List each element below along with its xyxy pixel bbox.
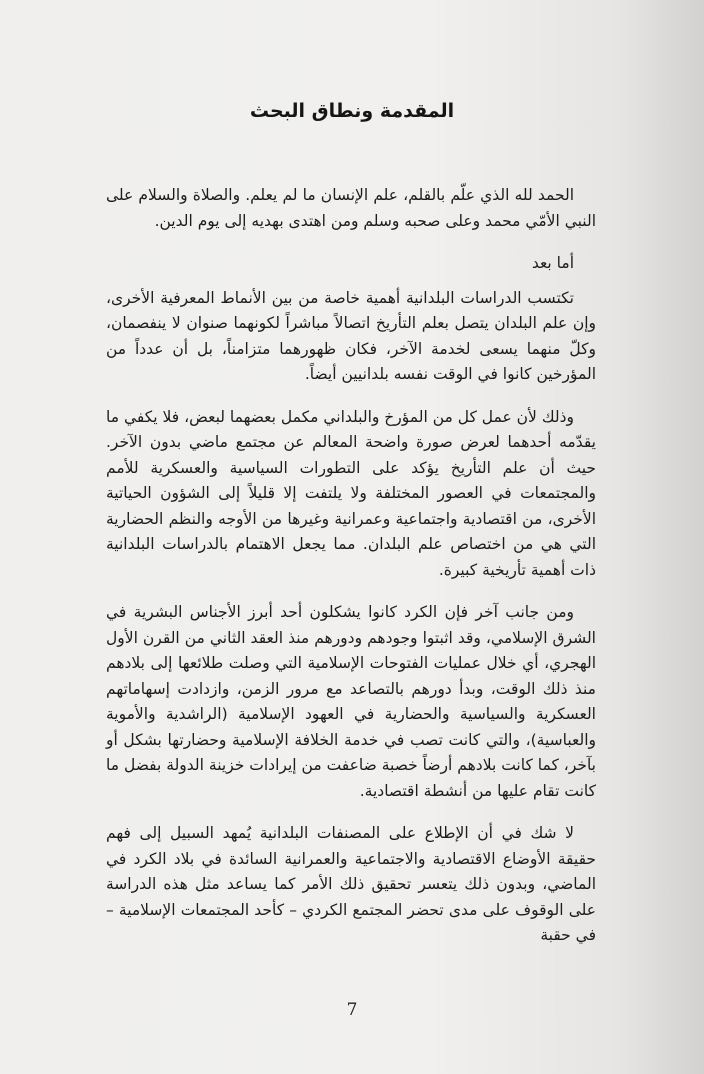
paragraph-opening: الحمد لله الذي علّم بالقلم، علم الإنسان ما لم يعلم. والصلاة والسلام على النبي الأمّي محمد وعلى صحبه وسلم ومن اهتدى بهديه إلى يوم الدين. <box>106 186 596 230</box>
paragraph-2: وذلك لأن عمل كل من المؤرخ والبلداني مكمل بعضهما لبعض، فلا يكفي ما يقدّمه أحدهما لعرض صورة واضحة المعالم عن مجتمع ماضي بدون الآخر. حيث أن علم التأريخ يؤكد على التطورات السياسية والعسكرية للأمم والمجتمعات في العصور المختلفة ولا يلتفت إلا قليلاً إلى الشؤون الحياتية الأخرى، من اقتصادية واجتماعية وعمرانية وغيرها من الأوجه والنظم الحضارية التي هي من اختصاص علم البلدان. مما يجعل الاهتمام بالدراسات البلدانية ذات أهمية تأريخية كبيرة. <box>106 407 596 579</box>
page-number: 7 <box>346 1000 358 1020</box>
body-text <box>106 183 596 966</box>
paragraph-amma-baad: أما بعد <box>531 254 574 272</box>
paragraph-4: لا شك في أن الإطلاع على المصنفات البلدانية يُمهد السبيل إلى فهم حقيقة الأوضاع الاقتصادية والاجتماعية والعمرانية السائدة في بلاد الكرد في الماضي، وبدون ذلك يتعسر تحقيق ذلك الأمر كما يساعد مثل هذه الدراسة على الوقوف على مدى تحضر المجتمع الكردي – كأحد المجتمعات الإسلامية – في حقبة <box>106 824 596 944</box>
paragraph-3: ومن جانب آخر فإن الكرد كانوا يشكلون أحد أبرز الأجناس البشرية في الشرق الإسلامي، وقد اثبتوا وجودهم ودورهم منذ العقد الثاني من القرن الأول الهجري، أي خلال عمليات الفتوحات الإسلامية التي وصلت طلائعها إلى بلادهم منذ ذلك الوقت، وبدأ دورهم بالتصاعد مع مرور الزمن، وازدادت إسهاماتهم العسكرية والسياسية والحضارية في العهود الإسلامية (الراشدية والأموية والعباسية)، والتي كانت تصب في خدمة الخلافة الإسلامية وحضارتها بشكل أو بآخر، كما كانت بلادهم أرضاً خصبة ضاعفت من إيرادات خزينة الدولة بفضل ما كانت تقام عليها من أنشطة اقتصادية. <box>106 603 596 800</box>
page-title: المقدمة ونطاق البحث <box>249 100 455 122</box>
paragraph-1: تكتسب الدراسات البلدانية أهمية خاصة من بين الأنماط المعرفية الأخرى، وإن علم البلدان يتصل بعلم التأريخ اتصالاً مباشراً لكونهما صنوان لا ينفصمان، وكلّ منهما يسعى لخدمة الآخر، فكان ظهورهما متزامناً، بل أن عدداً من المؤرخين كانوا في الوقت نفسه بلدانيين أيضاً. <box>106 288 596 383</box>
